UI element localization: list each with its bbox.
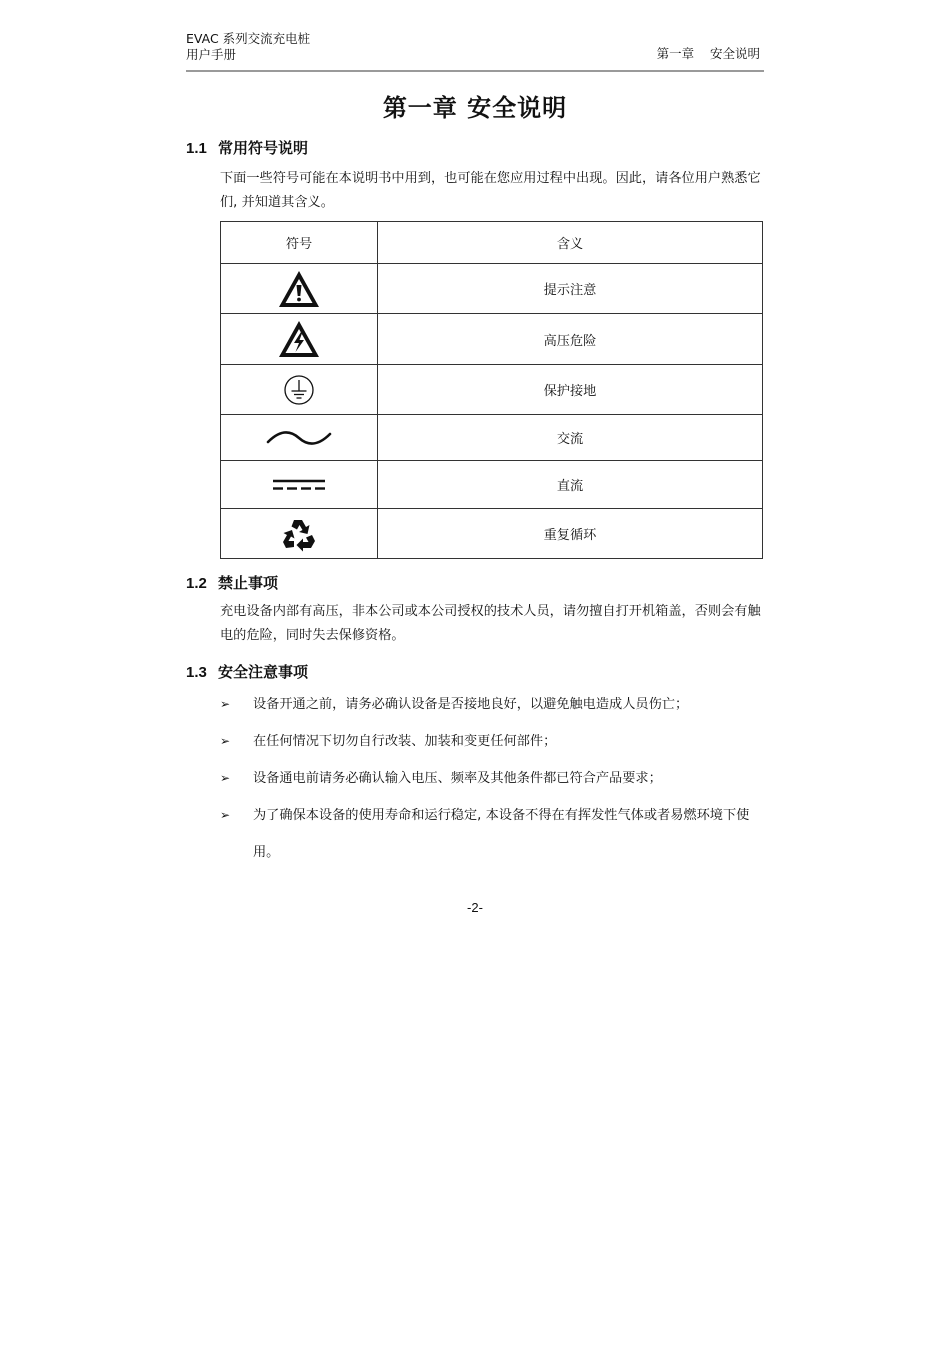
doc-title: EVAC 系列交流充电桩 [186,31,311,46]
section-title: 常用符号说明 [218,139,309,157]
symbol-cell [221,415,378,461]
section-heading-1-2 [186,572,278,593]
bullet-arrow-icon: ➢ [220,771,231,785]
page-number: -2- [467,900,483,915]
meaning-cell: 重复循环 [378,509,763,559]
header-left [186,31,310,63]
list-item [220,797,766,871]
recycle-icon [281,516,317,552]
meaning-cell: 高压危险 [378,314,763,365]
list-item-text: 为了确保本设备的使用寿命和运行稳定, 本设备不得在有挥发性气体或者易燃环境下使用。 [253,808,750,860]
list-item [220,760,766,797]
list-item-text: 设备通电前请务必确认输入电压、频率及其他条件都已符合产品要求； [253,771,662,786]
high-voltage-icon [277,319,321,359]
symbol-cell [221,461,378,509]
table-row [221,509,763,559]
symbol-cell [221,314,378,365]
header-meaning: 含义 [378,222,763,264]
bullet-arrow-icon: ➢ [220,808,231,822]
bullet-arrow-icon: ➢ [220,734,231,748]
table-row [221,314,763,365]
table-header-row [221,222,763,264]
section-number: 1.1 [186,140,207,157]
symbol-cell [221,365,378,415]
section-number: 1.2 [186,575,207,592]
safety-notes-list [220,686,766,871]
table-row [221,264,763,314]
section-number: 1.3 [186,664,207,681]
table-row [221,461,763,509]
header-symbol: 符号 [221,222,378,264]
bullet-arrow-icon: ➢ [220,697,231,711]
section-heading-1-1 [186,137,308,158]
list-item [220,686,766,723]
table-row [221,415,763,461]
chapter-ref: 第一章 安全说明 [656,46,760,61]
table-row [221,365,763,415]
section-title: 禁止事项 [218,574,279,592]
list-item-text: 设备开通之前，请务必确认设备是否接地良好，以避免触电造成人员伤亡； [253,697,689,712]
section-heading-1-3 [186,661,308,682]
symbol-table [220,221,763,559]
meaning-cell: 交流 [378,415,763,461]
section-title: 安全注意事项 [218,663,309,681]
alternating-current-icon [266,428,332,448]
chapter-title: 第一章 安全说明 [382,94,568,122]
meaning-cell: 保护接地 [378,365,763,415]
header-divider [186,70,764,72]
symbol-cell [221,264,378,314]
list-item-text: 在任何情况下切勿自行改装、加装和变更任何部件； [253,734,557,749]
list-item [220,723,766,760]
direct-current-icon [271,478,327,492]
section-1-1-intro: 下面一些符号可能在本说明书中用到，也可能在您应用过程中出现。因此，请各位用户熟悉它们, 并知道其含义。 [220,171,761,210]
meaning-cell: 提示注意 [378,264,763,314]
section-1-2-body: 充电设备内部有高压，非本公司或本公司授权的技术人员，请勿擅自打开机箱盖，否则会有触电的危险，同时失去保修资格。 [220,604,761,643]
warning-triangle-icon [277,269,321,309]
symbol-cell [221,509,378,559]
meaning-cell: 直流 [378,461,763,509]
protective-earth-icon [282,373,316,407]
doc-subtitle: 用户手册 [186,47,237,62]
